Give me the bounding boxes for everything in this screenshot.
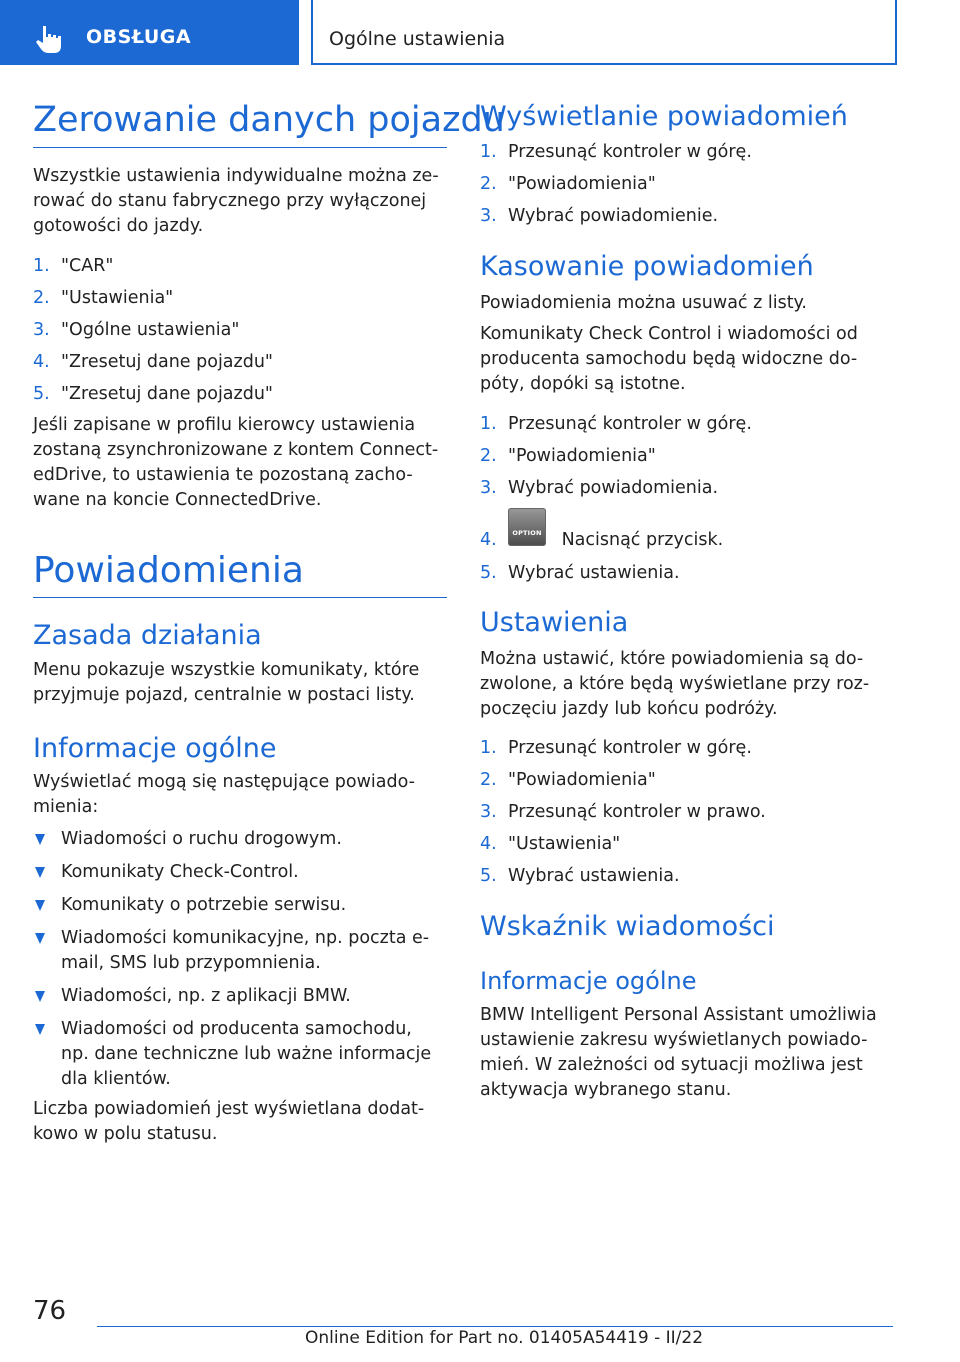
list-item: Wiadomości komunikacyjne, np. poczta e- mail, SMS lub przypomnienia. xyxy=(33,926,447,976)
count-text: Liczba powiadomień jest wyświetlana dodat- kowo w polu statusu. xyxy=(33,1099,425,1144)
list-item: Komunikaty o potrzebie serwisu. xyxy=(33,893,447,918)
bullet-triangle-icon xyxy=(35,834,45,845)
settings-heading: Ustawienia xyxy=(480,607,629,638)
reset-step: 3. "Ogólne ustawienia" xyxy=(33,320,240,340)
delete-step: 2. "Powiadomienia" xyxy=(480,446,656,466)
chapter-title: Ogólne ustawienia xyxy=(329,28,506,50)
reset-step: 5. "Zresetuj dane pojazdu" xyxy=(33,384,273,404)
principle-text: Menu pokazuje wszystkie komunikaty, które przyjmuje pojazd, centralnie w postaci listy. xyxy=(33,660,420,705)
delete-step: 3. Wybrać powiadomienia. xyxy=(480,478,719,498)
notifications-heading: Powiadomienia xyxy=(33,550,304,591)
settings-step: 3. Przesunąć kontroler w prawo. xyxy=(480,802,766,822)
section-tab xyxy=(0,0,299,65)
display-step: 2. "Powiadomienia" xyxy=(480,174,656,194)
delete-note: Komunikaty Check Control i wiadomości od producenta samochodu będą widoczne do- póty, dopóki są istotne. xyxy=(480,324,858,394)
display-step: 3. Wybrać powiadomienie. xyxy=(480,206,719,226)
list-item: Wiadomości o ruchu drogowym. xyxy=(33,827,447,852)
list-item: Wiadomości od producenta samochodu, np. dane techniczne lub ważne informacje dla klientów. xyxy=(33,1017,447,1092)
settings-step: 1. Przesunąć kontroler w górę. xyxy=(480,738,752,758)
list-item: Wiadomości, np. z aplikacji BMW. xyxy=(33,984,447,1009)
settings-step: 4. "Ustawienia" xyxy=(480,834,621,854)
indicator-text: BMW Intelligent Personal Assistant umożliwia ustawienie zakresu wyświetlanych powiado- mień. W zależności od sytuacji możliwa jest aktywacja wybranego stanu. xyxy=(480,1005,877,1100)
list-item: Komunikaty Check-Control. xyxy=(33,860,447,885)
page-number: 76 xyxy=(33,1296,67,1326)
delete-step: 5. Wybrać ustawienia. xyxy=(480,563,680,583)
bullet-triangle-icon xyxy=(35,900,45,911)
section-label: OBSŁUGA xyxy=(86,26,192,48)
delete-step: 4. OPTION Nacisnąć przycisk. xyxy=(480,528,723,553)
delete-step: 1. Przesunąć kontroler w górę. xyxy=(480,414,752,434)
reset-heading: Zerowanie danych pojazdu xyxy=(33,100,505,140)
reset-step: 2. "Ustawienia" xyxy=(33,288,174,308)
settings-step: 5. Wybrać ustawienia. xyxy=(480,866,680,886)
edition-label: Online Edition for Part no. 01405A54419 - II/22 xyxy=(305,1328,704,1348)
delete-heading: Kasowanie powiadomień xyxy=(480,251,814,282)
indicator-heading: Wskaźnik wiadomości xyxy=(480,911,775,942)
reset-note: Jeśli zapisane w profilu kierowcy ustawienia zostaną zsynchronizowane z kontem Connect- edDrive, to ustawienia te pozostaną zacho- wane na koncie ConnectedDrive. xyxy=(33,415,439,510)
option-button-icon: OPTION xyxy=(508,508,546,546)
reset-step: 1. "CAR" xyxy=(33,256,114,276)
reset-intro: Wszystkie ustawienia indywidualne można ze- rować do stanu fabrycznego przy wyłączonej gotowości do jazdy. xyxy=(33,166,439,236)
general-heading: Informacje ogólne xyxy=(33,733,277,764)
hand-icon xyxy=(34,24,66,54)
settings-text: Można ustawić, które powiadomienia są do- zwolone, a które będą wyświetlane przy roz- poczęciu jazdy lub końcu podróży. xyxy=(480,649,870,719)
indicator-subheading: Informacje ogólne xyxy=(480,967,697,995)
delete-text: Powiadomienia można usuwać z listy. xyxy=(480,293,807,313)
bullet-triangle-icon xyxy=(35,933,45,944)
divider xyxy=(33,597,447,598)
settings-step: 2. "Powiadomienia" xyxy=(480,770,656,790)
display-step: 1. Przesunąć kontroler w górę. xyxy=(480,142,752,162)
chapter-header xyxy=(311,0,897,65)
bullet-triangle-icon xyxy=(35,991,45,1002)
principle-heading: Zasada działania xyxy=(33,620,262,651)
footer-divider xyxy=(97,1326,893,1327)
general-text: Wyświetlać mogą się następujące powiado- mienia: xyxy=(33,772,415,817)
bullet-triangle-icon xyxy=(35,867,45,878)
bullet-triangle-icon xyxy=(35,1024,45,1035)
display-heading: Wyświetlanie powiadomień xyxy=(480,101,848,132)
divider xyxy=(33,147,447,148)
reset-step: 4. "Zresetuj dane pojazdu" xyxy=(33,352,273,372)
